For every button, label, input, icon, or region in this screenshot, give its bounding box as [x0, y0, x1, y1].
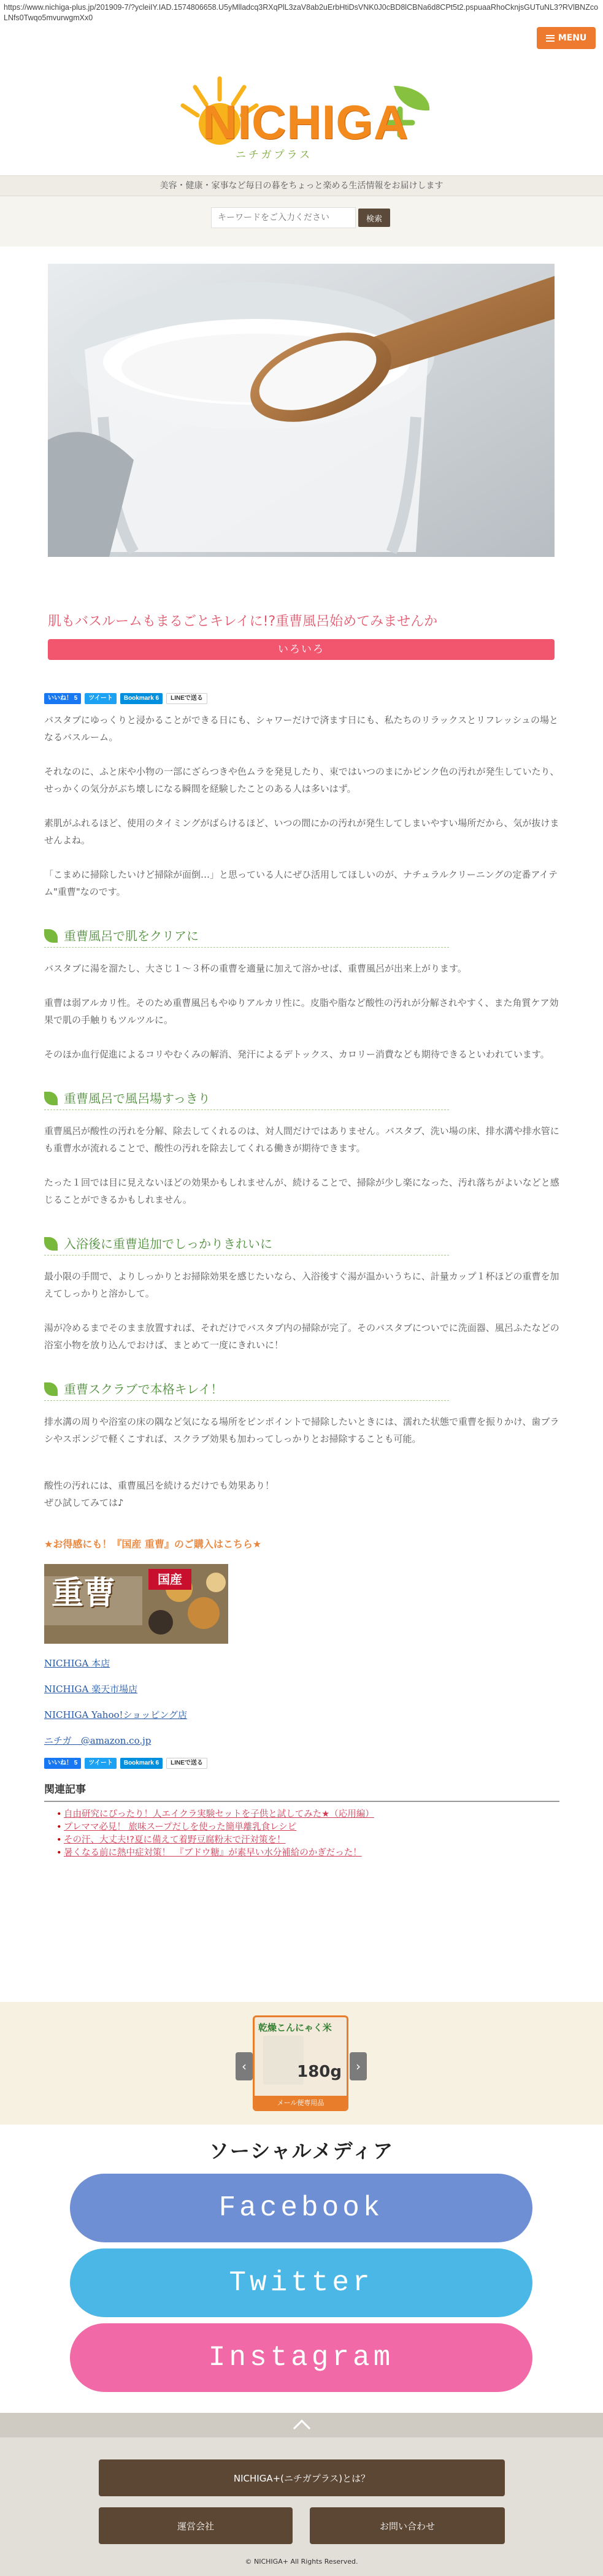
share-buttons-bottom [44, 1758, 559, 1769]
facebook-like-button[interactable]: いいね！ 5 [44, 1758, 81, 1769]
section-heading-text: 重曹スクラブで本格キレイ！ [64, 1382, 223, 1397]
logo-text: NICHIGA [202, 95, 409, 149]
about-button[interactable]: NICHIGA+(ニチガプラス)とは？ [99, 2459, 505, 2496]
product-banner[interactable] [44, 1564, 228, 1644]
closing-line: 酸性の汚れには、重曹風呂を続けるだけでも効果あり！ [44, 1480, 275, 1491]
related-articles-title: 関連記事 [44, 1781, 559, 1802]
banner-title: 重曹 [52, 1574, 116, 1612]
menu-button[interactable] [537, 27, 596, 49]
tweet-button[interactable]: ツイート [85, 1758, 117, 1769]
section-paragraph: そのほか血行促進によるコリやむくみの解消、発汗によるデトックス、カロリー消費なども期待できるといわれています。 [44, 1049, 550, 1060]
shop-link[interactable]: ニチガ @amazon.co.jp [44, 1735, 152, 1746]
hamburger-icon [546, 35, 555, 42]
section-heading-text: 入浴後に重曹追加でしっかりきれいに [64, 1236, 272, 1251]
intro-paragraph: 「こまめに掃除したいけど掃除が面倒…」と思っている人にぜひ活用してほしいのが、ナチュラルクリーニングの定番アイテム"重曹"なのです。 [44, 869, 558, 897]
twitter-button[interactable]: Twitter [70, 2248, 532, 2317]
related-article-link[interactable]: • 暑くなる前に熱中症対策！ 『ブドウ糖』が素早い水分補給のかぎだった！ [44, 1847, 559, 1860]
carousel-next-button[interactable]: › [350, 2052, 367, 2080]
shop-link[interactable]: NICHIGA 楽天市場店 [44, 1684, 138, 1695]
facebook-like-button[interactable]: いいね！ 5 [44, 693, 81, 704]
contact-button[interactable]: お問い合わせ [310, 2507, 505, 2544]
section-heading [44, 1381, 449, 1401]
logo-subtitle: ニチガプラス [236, 149, 313, 161]
leaf-icon [44, 1092, 58, 1105]
section-paragraph: 湯が冷めるまでそのまま放置すれば、それだけでバスタブ内の掃除が完了。そのバスタブについでに洗面器、風呂ふたなどの浴室小物を放り込んでおけば、まとめて一度にきれいに！ [44, 1322, 559, 1351]
social-media-title: ソーシャルメディア [209, 2139, 394, 2163]
section-heading [44, 1235, 449, 1255]
url-bar[interactable]: https://www.nichiga-plus.jp/201909-7/?ycleiIY.IAD.1574806658.U5yMlladcq3RXqPlL3zaV8ab2uErbHtiDsVNK0J0cBD8lCBNa6d8CPt5t2.pspuaaRhoCknjsGUTuNL3?RVlBNZcoLNfs0Twqo5mvurwgmXx0 [0, 0, 603, 50]
related-article-link[interactable]: • プレママ必見！ 旅味スープだしを使った簡単離乳食レシピ [44, 1821, 559, 1834]
intro-paragraph: 素肌がふれるほど、使用のタイミングがばらけるほど、いつの間にかの汚れが発生してしまいやすい場所だから、気が抜けませんよね。 [44, 818, 559, 846]
menu-label: MENU [558, 33, 587, 43]
carousel-prev-button[interactable]: ‹ [236, 2052, 253, 2080]
ad-note: メール便専用品 [255, 2096, 347, 2109]
section-heading-text: 重曹風呂で肌をクリアに [64, 929, 199, 943]
site-tagline: 美容・健康・家事など毎日の暮をちょっと楽める生活情報をお届けします [0, 175, 603, 196]
search-bar [0, 196, 603, 247]
share-buttons-top [44, 693, 559, 704]
line-share-button[interactable]: LINEで送る [166, 693, 207, 704]
section-paragraph: たった１回では目に見えないほどの効果かもしれませんが、続けることで、掃除が少し楽になった、汚れ落ちがよいなどと感じることができるかもしれません。 [44, 1177, 559, 1205]
hatena-bookmark-button[interactable]: Bookmark 6 [120, 693, 163, 704]
closing-line: ぜひ試してみては♪ [44, 1497, 124, 1508]
closing-text [44, 1477, 559, 1511]
copyright: © NICHIGA+ All Rights Reserved. [245, 2558, 358, 2566]
section-paragraph: バスタブに湯を溜たし、大さじ１〜３杯の重曹を適量に加えて溶かせば、重曹風呂が出来上がります。 [44, 963, 467, 974]
chevron-up-icon [293, 2420, 310, 2437]
line-share-button[interactable]: LINEで送る [166, 1758, 207, 1769]
hatena-bookmark-button[interactable]: Bookmark 6 [120, 1758, 163, 1769]
instagram-button[interactable]: Instagram [70, 2323, 532, 2392]
search-button[interactable]: 検索 [358, 209, 390, 227]
ad-carousel [0, 2002, 603, 2125]
hero-image [48, 264, 555, 557]
section-heading [44, 927, 449, 948]
footer [0, 2413, 603, 2576]
article-body [44, 693, 559, 1860]
tweet-button[interactable]: ツイート [85, 693, 117, 704]
leaf-icon [44, 929, 58, 943]
ad-product[interactable] [253, 2015, 348, 2111]
banner-badge: 国産 [148, 1569, 191, 1590]
leaf-icon [44, 1237, 58, 1251]
promo-heading: ★お得感にも！『国産 重曹』のご購入はこちら★ [44, 1538, 262, 1550]
section-heading-text: 重曹風呂で風呂場すっきり [64, 1091, 210, 1106]
related-article-link[interactable]: • その汗、大丈夫!?夏に備えて着野豆腐粉末で汗対策を！ [44, 1834, 559, 1847]
post-title: 肌もバスルームもまるごとキレイに!?重曹風呂始めてみませんか [48, 614, 438, 629]
related-article-link[interactable]: • 自由研究にぴったり！人エイクラ実験セットを子供と試してみた★（応用編） [44, 1808, 559, 1821]
site-logo[interactable] [179, 74, 437, 166]
back-to-top-button[interactable] [0, 2413, 603, 2437]
section-paragraph: 重曹は弱アルカリ性。そのため重曹風呂もやゆりアルカリ性に。皮脂や脂など酸性の汚れが分解されやすく、また角質ケア効果で肌の手触りもツルツルに。 [44, 997, 559, 1025]
shop-links [44, 1655, 559, 1749]
section-paragraph: 排水溝の周りや浴室の床の隅など気になる場所をピンポイントで掃除したいときには、濡れた状態で重曹を振りかけ、歯ブラシやスポンジで軽くこすれば、スクラブ効果も加わってしっかりとお掃除することも可能。 [44, 1416, 559, 1444]
facebook-button[interactable]: Facebook [70, 2174, 532, 2242]
ad-amount: 180g [297, 2063, 342, 2081]
related-articles-list [44, 1808, 559, 1860]
shop-link[interactable]: NICHIGA 本店 [44, 1658, 110, 1669]
category-label[interactable]: いろいろ [48, 639, 555, 660]
company-button[interactable]: 運営会社 [99, 2507, 293, 2544]
shop-link[interactable]: NICHIGA Yahoo!ショッピング店 [44, 1709, 187, 1720]
site-logo-area [0, 66, 603, 171]
intro-paragraph: バスタブにゆっくりと浸かることができる日にも、シャワーだけで済ます日にも、私たちのリラックスとリフレッシュの場となるバスルーム。 [44, 715, 559, 743]
section-paragraph: 最小限の手間で、よりしっかりとお掃除効果を感じたいなら、入浴後すぐ湯が温かいうちに、計量カップ１杯ほどの重曹を加えてしっかりと溶かして。 [44, 1271, 559, 1299]
search-input[interactable] [211, 207, 356, 228]
intro-paragraph: それなのに、ふと床や小物の一部にざらつきや色ムラを発見したり、束ではいつのまにかピンク色の汚れが発生していたり、せっかくの気分がぶち壊しになる瞬間を経験したことのある人は多いはず。 [44, 766, 559, 794]
leaf-icon [44, 1382, 58, 1396]
section-heading [44, 1090, 449, 1110]
ad-product-title: 乾燥こんにゃく米 [258, 2022, 332, 2033]
section-paragraph: 重曹風呂が酸性の汚れを分解、除去してくれるのは、対人間だけではありません。バスタブ、洗い場の床、排水溝や排水管にも重曹水が流れることで、酸性の汚れを除去してくれる働きが期待できます。 [44, 1125, 559, 1154]
